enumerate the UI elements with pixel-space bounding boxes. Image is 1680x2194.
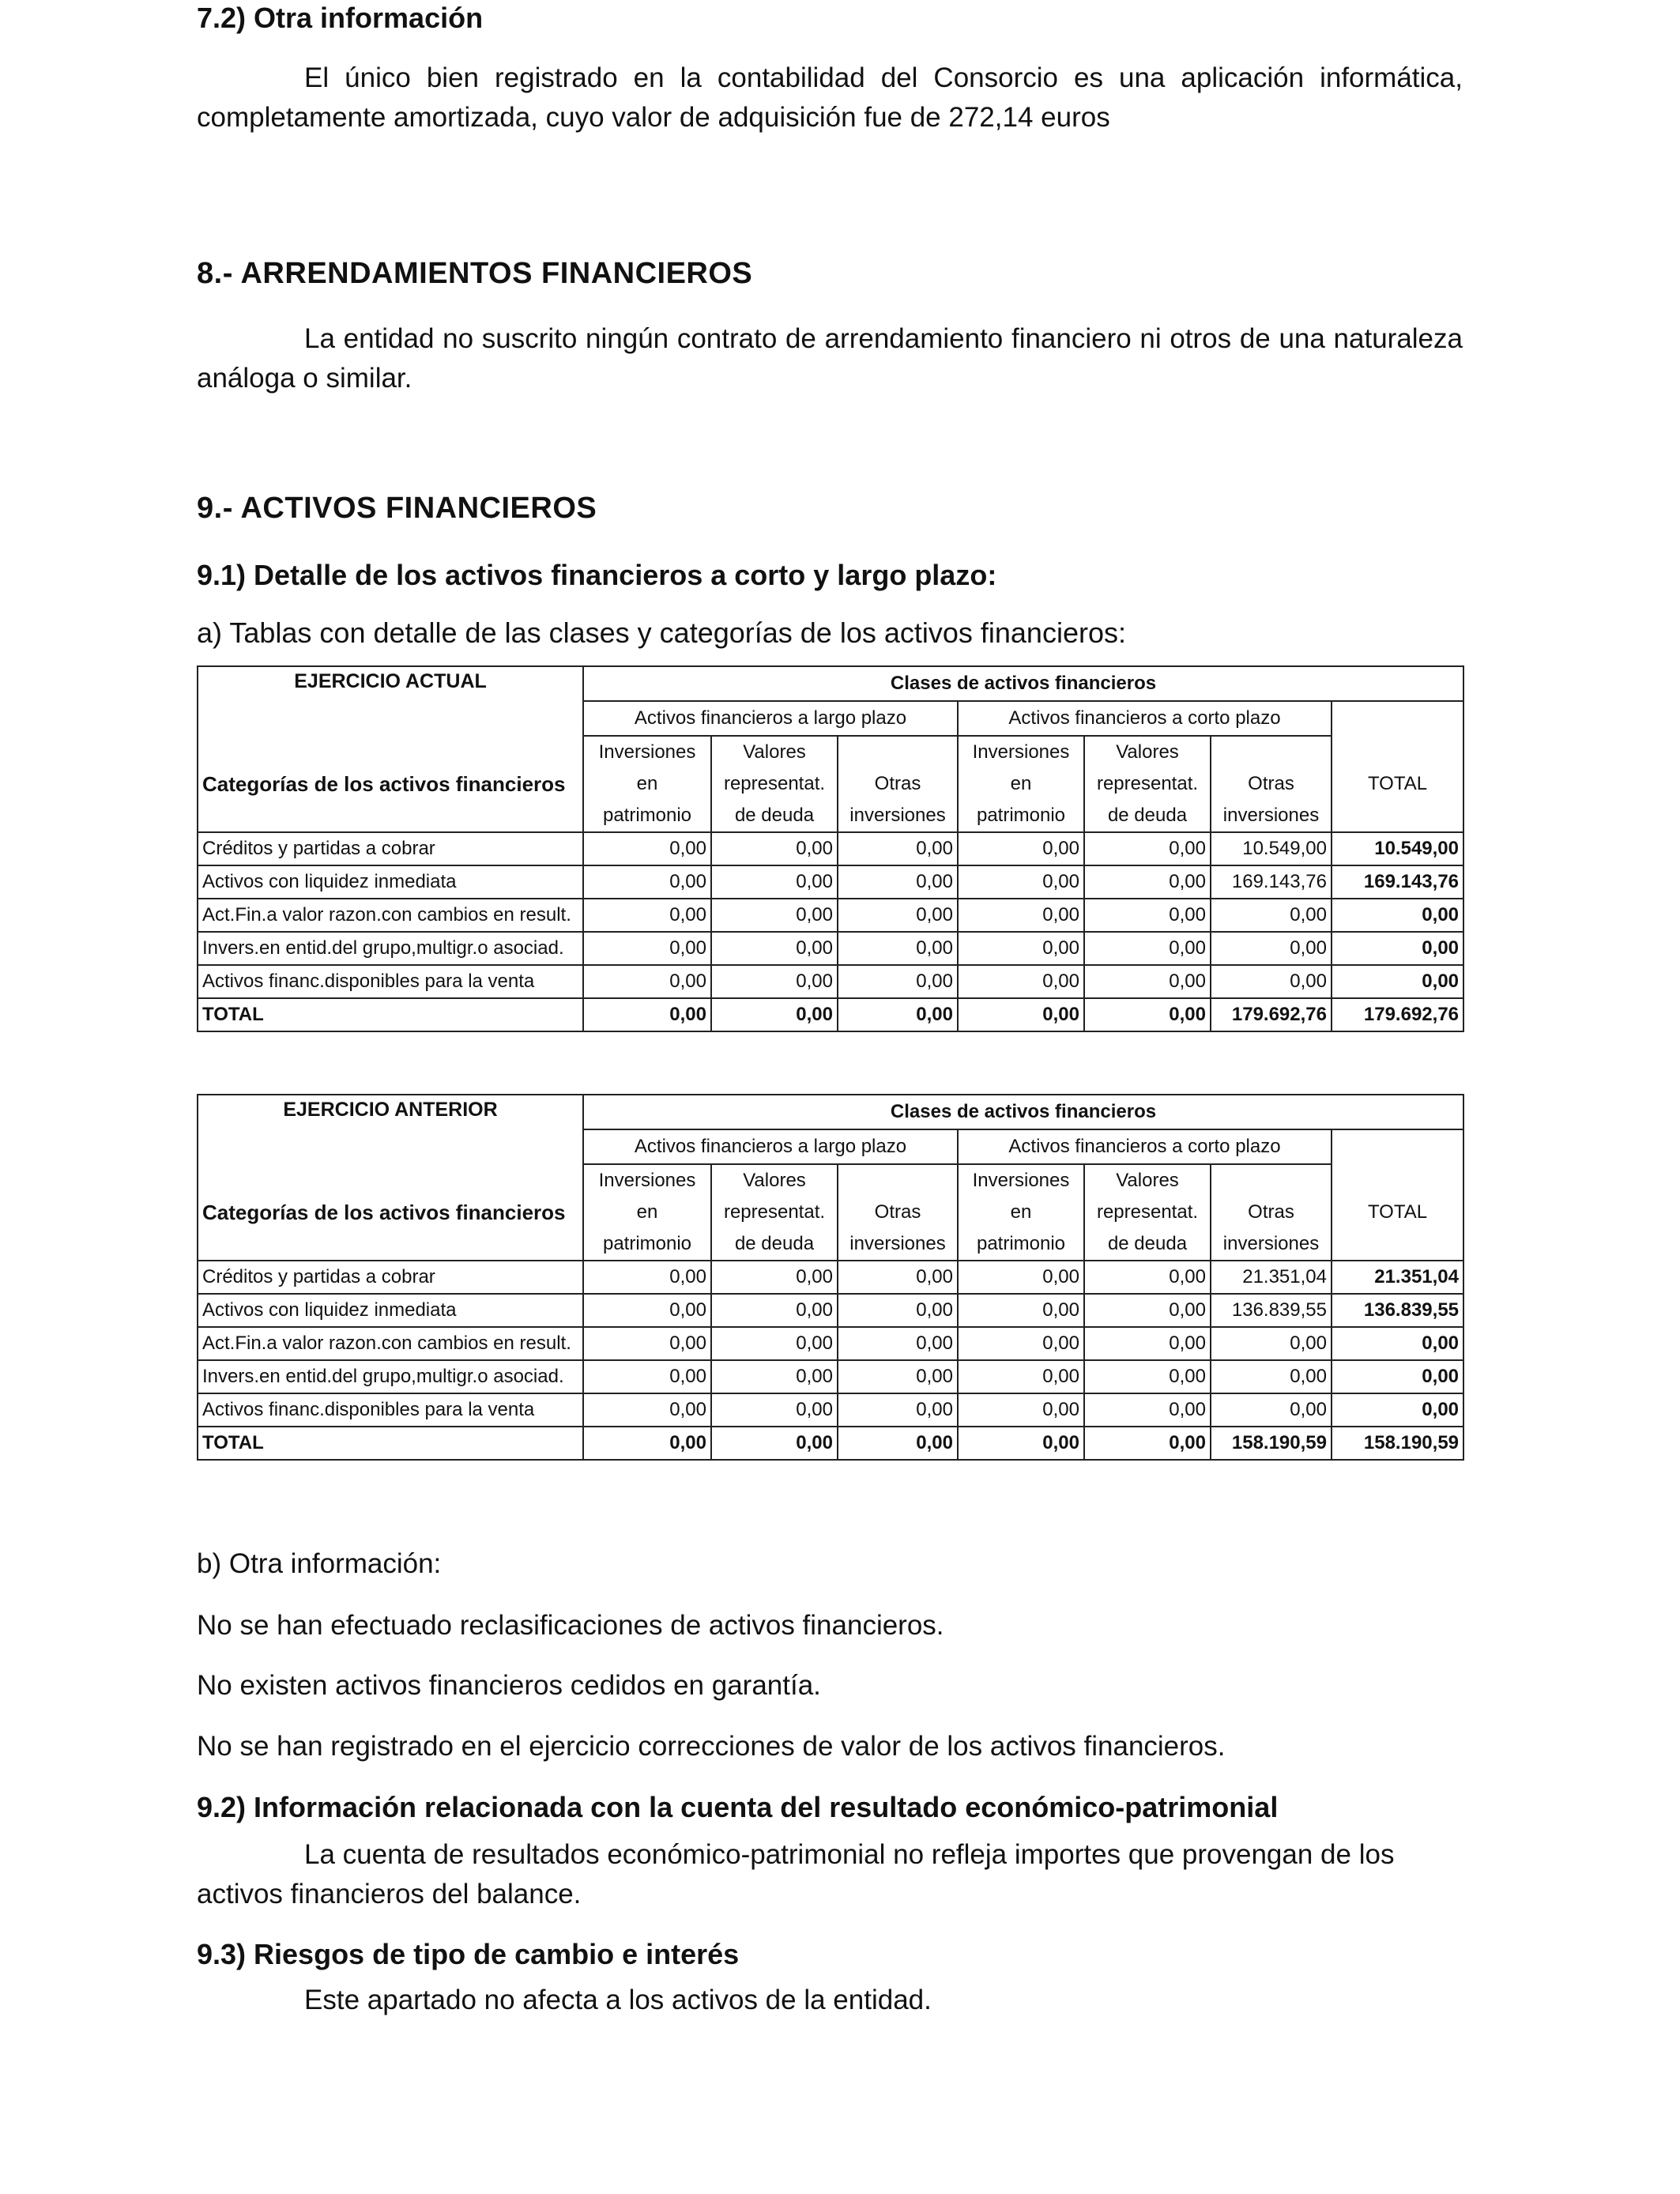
otra-informacion-line-3: No se han registrado en el ejercicio correcciones de valor de los activos financieros. (197, 1731, 1226, 1762)
cell-value: 0,00 (838, 1294, 958, 1327)
section-8-heading: 8.- ARRENDAMIENTOS FINANCIEROS (197, 257, 753, 290)
cell-value: 0,00 (711, 932, 838, 965)
cell-value: 0,00 (958, 1427, 1084, 1460)
cell-total: 158.190,59 (1332, 1427, 1463, 1460)
cell-value: 0,00 (958, 1327, 1084, 1360)
header-patrimonio: patrimonio (958, 1228, 1084, 1261)
cell-value: 0,00 (1084, 1360, 1211, 1393)
section-9-1-a-subheading: a) Tablas con detalle de las clases y categorías de los activos financieros: (197, 616, 1126, 649)
header-clases: Clases de activos financieros (583, 1095, 1463, 1129)
cell-total: 169.143,76 (1332, 865, 1463, 899)
cell-value: 0,00 (958, 832, 1084, 865)
table-total-row (198, 1427, 1463, 1460)
header-en: en (583, 768, 711, 800)
cell-total: 0,00 (1332, 1360, 1463, 1393)
header-de-deuda: de deuda (711, 800, 838, 832)
cell-value: 0,00 (711, 865, 838, 899)
cell-value: 0,00 (1084, 1327, 1211, 1360)
cell-value: 0,00 (1084, 965, 1211, 998)
cell-total: 0,00 (1332, 1393, 1463, 1427)
header-en: en (583, 1197, 711, 1228)
section-9-heading: 9.- ACTIVOS FINANCIEROS (197, 492, 597, 525)
header-valores: Valores (1084, 736, 1211, 768)
cell-value: 0,00 (1211, 899, 1332, 932)
table-total-row (198, 998, 1463, 1031)
otra-informacion-heading: b) Otra información: (197, 1548, 442, 1579)
row-label: Invers.en entid.del grupo,multigr.o asociad. (198, 932, 583, 965)
row-label: Activos con liquidez inmediata (198, 865, 583, 899)
cell-value: 0,00 (711, 998, 838, 1031)
header-inversiones: Inversiones (583, 1164, 711, 1197)
cell-value: 0,00 (583, 1261, 711, 1294)
table-row (198, 932, 1463, 965)
cell-value: 0,00 (958, 1360, 1084, 1393)
header-patrimonio: patrimonio (583, 1228, 711, 1261)
cell-total: 10.549,00 (1332, 832, 1463, 865)
section-8-paragraph: La entidad no suscrito ningún contrato de arrendamiento financiero ni otros de una naturaleza análoga o similar. (197, 323, 1463, 394)
cell-value: 0,00 (838, 1327, 958, 1360)
cell-total: 179.692,76 (1332, 998, 1463, 1031)
cell-value: 0,00 (1084, 1393, 1211, 1427)
table-title: EJERCICIO ACTUAL (198, 666, 583, 701)
cell-value: 0,00 (711, 1261, 838, 1294)
cell-value: 0,00 (1084, 1261, 1211, 1294)
section-7-2-paragraph: El único bien registrado en la contabilidad del Consorcio es una aplicación informática, completamente amortizada, cuyo valor de adquisición fue de 272,14 euros (197, 62, 1463, 133)
header-inversiones-lower: inversiones (838, 1228, 958, 1261)
cell-value: 0,00 (1084, 865, 1211, 899)
table-row (198, 1393, 1463, 1427)
cell-value: 0,00 (838, 1393, 958, 1427)
header-inversiones-lower: inversiones (838, 800, 958, 832)
header-categorias: Categorías de los activos financieros (198, 768, 583, 800)
header-total: TOTAL (1332, 768, 1463, 800)
header-largo-plazo: Activos financieros a largo plazo (583, 1129, 958, 1164)
otra-informacion-line-1: No se han efectuado reclasificaciones de activos financieros. (197, 1610, 944, 1641)
cell-value: 0,00 (958, 1261, 1084, 1294)
cell-value: 179.692,76 (1211, 998, 1332, 1031)
row-label: TOTAL (198, 998, 583, 1031)
row-label: Activos financ.disponibles para la venta (198, 965, 583, 998)
cell-value: 0,00 (583, 932, 711, 965)
cell-value: 136.839,55 (1211, 1294, 1332, 1327)
section-9-2-paragraph: La cuenta de resultados económico-patrimonial no refleja importes que provengan de los activos financieros del balance. (197, 1839, 1395, 1909)
cell-value: 0,00 (838, 1360, 958, 1393)
row-label: TOTAL (198, 1427, 583, 1460)
cell-value: 0,00 (958, 965, 1084, 998)
header-patrimonio: patrimonio (958, 800, 1084, 832)
cell-value: 0,00 (1084, 1427, 1211, 1460)
cell-value: 158.190,59 (1211, 1427, 1332, 1460)
cell-value: 0,00 (1211, 965, 1332, 998)
table-ejercicio-anterior (197, 1094, 1464, 1461)
table-row (198, 1327, 1463, 1360)
header-inversiones: Inversiones (958, 1164, 1084, 1197)
cell-value: 0,00 (711, 1360, 838, 1393)
header-otras: Otras (838, 768, 958, 800)
cell-value: 0,00 (1211, 932, 1332, 965)
cell-value: 0,00 (583, 1427, 711, 1460)
header-inversiones: Inversiones (958, 736, 1084, 768)
cell-value: 0,00 (1084, 832, 1211, 865)
cell-value: 21.351,04 (1211, 1261, 1332, 1294)
table-ejercicio-actual (197, 665, 1464, 1032)
cell-value: 0,00 (1084, 932, 1211, 965)
cell-value: 0,00 (838, 998, 958, 1031)
cell-total: 0,00 (1332, 932, 1463, 965)
cell-value: 0,00 (583, 998, 711, 1031)
cell-value: 0,00 (838, 832, 958, 865)
cell-value: 0,00 (1211, 1360, 1332, 1393)
cell-value: 169.143,76 (1211, 865, 1332, 899)
cell-value: 10.549,00 (1211, 832, 1332, 865)
section-9-3-paragraph: Este apartado no afecta a los activos de la entidad. (304, 1985, 932, 2015)
cell-value: 0,00 (958, 899, 1084, 932)
cell-value: 0,00 (958, 865, 1084, 899)
otra-informacion-line-2: No existen activos financieros cedidos en garantía. (197, 1670, 821, 1701)
cell-value: 0,00 (711, 899, 838, 932)
cell-value: 0,00 (958, 932, 1084, 965)
cell-value: 0,00 (583, 832, 711, 865)
header-inversiones-lower: inversiones (1211, 1228, 1332, 1261)
cell-value: 0,00 (958, 1393, 1084, 1427)
row-label: Activos financ.disponibles para la venta (198, 1393, 583, 1427)
table-row (198, 1360, 1463, 1393)
cell-value: 0,00 (711, 965, 838, 998)
cell-value: 0,00 (1084, 998, 1211, 1031)
header-inversiones-lower: inversiones (1211, 800, 1332, 832)
cell-value: 0,00 (838, 865, 958, 899)
header-corto-plazo: Activos financieros a corto plazo (958, 701, 1332, 736)
cell-total: 21.351,04 (1332, 1261, 1463, 1294)
cell-value: 0,00 (958, 1294, 1084, 1327)
header-valores: Valores (711, 736, 838, 768)
header-en: en (958, 768, 1084, 800)
row-label: Act.Fin.a valor razon.con cambios en result. (198, 1327, 583, 1360)
cell-value: 0,00 (583, 1294, 711, 1327)
table-title: EJERCICIO ANTERIOR (198, 1095, 583, 1129)
cell-value: 0,00 (583, 899, 711, 932)
table-row (198, 865, 1463, 899)
table-row (198, 1261, 1463, 1294)
row-label: Créditos y partidas a cobrar (198, 1261, 583, 1294)
cell-value: 0,00 (583, 865, 711, 899)
header-otras: Otras (1211, 1197, 1332, 1228)
header-valores: Valores (1084, 1164, 1211, 1197)
row-label: Invers.en entid.del grupo,multigr.o asociad. (198, 1360, 583, 1393)
section-9-3-heading: 9.3) Riesgos de tipo de cambio e interés (197, 1938, 740, 1970)
table-row (198, 832, 1463, 865)
header-otras: Otras (838, 1197, 958, 1228)
cell-value: 0,00 (838, 1261, 958, 1294)
cell-value: 0,00 (958, 998, 1084, 1031)
cell-total: 0,00 (1332, 1327, 1463, 1360)
header-clases: Clases de activos financieros (583, 666, 1463, 701)
header-patrimonio: patrimonio (583, 800, 711, 832)
cell-value: 0,00 (1211, 1327, 1332, 1360)
header-representat: representat. (1084, 1197, 1211, 1228)
cell-value: 0,00 (711, 1393, 838, 1427)
header-otras: Otras (1211, 768, 1332, 800)
header-total: TOTAL (1332, 1197, 1463, 1228)
cell-value: 0,00 (1084, 899, 1211, 932)
cell-value: 0,00 (1084, 1294, 1211, 1327)
row-label: Activos con liquidez inmediata (198, 1294, 583, 1327)
table-row (198, 965, 1463, 998)
cell-total: 0,00 (1332, 965, 1463, 998)
cell-value: 0,00 (838, 1427, 958, 1460)
cell-value: 0,00 (711, 1294, 838, 1327)
table-row (198, 1294, 1463, 1327)
cell-value: 0,00 (1211, 1393, 1332, 1427)
cell-total: 0,00 (1332, 899, 1463, 932)
header-inversiones: Inversiones (583, 736, 711, 768)
header-representat: representat. (711, 1197, 838, 1228)
section-7-2-heading: 7.2) Otra información (197, 2, 484, 34)
header-valores: Valores (711, 1164, 838, 1197)
row-label: Act.Fin.a valor razon.con cambios en result. (198, 899, 583, 932)
section-9-1-heading: 9.1) Detalle de los activos financieros a corto y largo plazo: (197, 559, 997, 591)
cell-value: 0,00 (838, 932, 958, 965)
header-largo-plazo: Activos financieros a largo plazo (583, 701, 958, 736)
header-representat: representat. (1084, 768, 1211, 800)
header-de-deuda: de deuda (1084, 1228, 1211, 1261)
cell-value: 0,00 (838, 965, 958, 998)
header-corto-plazo: Activos financieros a corto plazo (958, 1129, 1332, 1164)
cell-value: 0,00 (711, 832, 838, 865)
section-9-2-heading: 9.2) Información relacionada con la cuenta del resultado económico-patrimonial (197, 1791, 1279, 1823)
cell-value: 0,00 (583, 1327, 711, 1360)
row-label: Créditos y partidas a cobrar (198, 832, 583, 865)
header-de-deuda: de deuda (1084, 800, 1211, 832)
cell-value: 0,00 (583, 1393, 711, 1427)
cell-total: 136.839,55 (1332, 1294, 1463, 1327)
cell-value: 0,00 (711, 1327, 838, 1360)
header-de-deuda: de deuda (711, 1228, 838, 1261)
header-en: en (958, 1197, 1084, 1228)
table-row (198, 899, 1463, 932)
header-categorias: Categorías de los activos financieros (198, 1197, 583, 1228)
cell-value: 0,00 (838, 899, 958, 932)
cell-value: 0,00 (711, 1427, 838, 1460)
header-representat: representat. (711, 768, 838, 800)
cell-value: 0,00 (583, 1360, 711, 1393)
cell-value: 0,00 (583, 965, 711, 998)
